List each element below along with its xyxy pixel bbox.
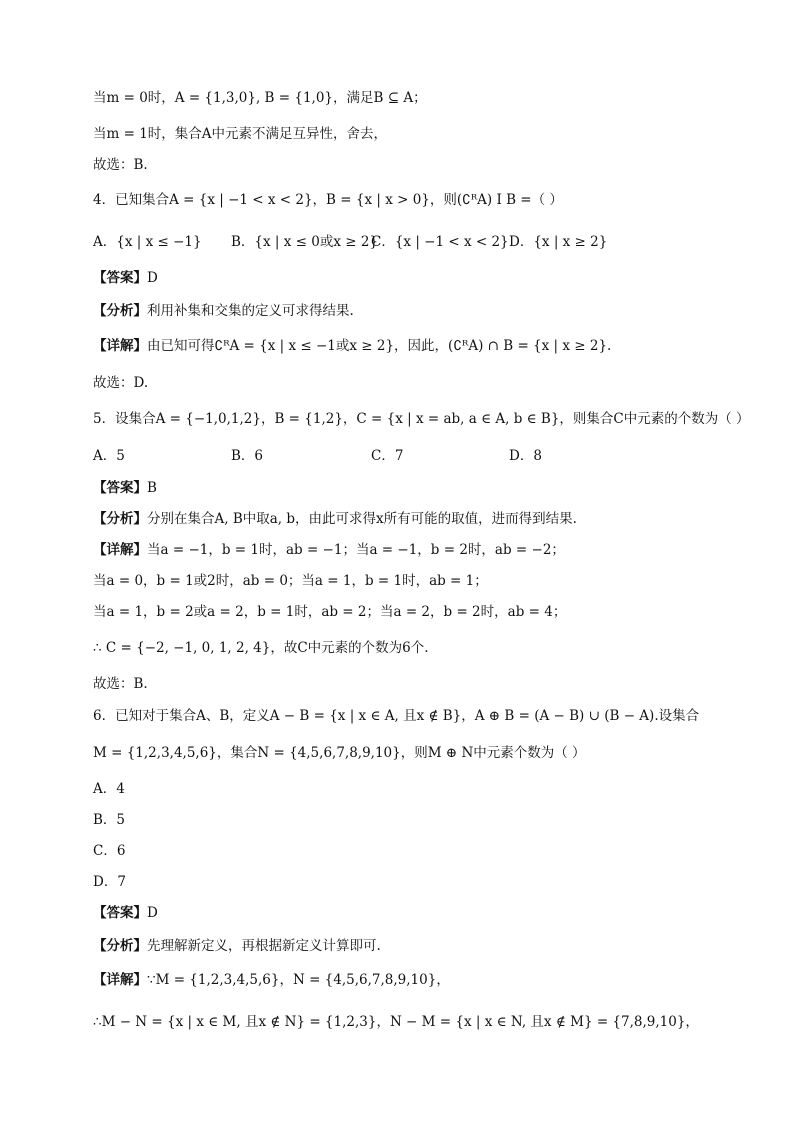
answer-line [93,903,158,923]
answer-tag: 【答案】 [93,480,147,496]
option-d: D．7 [93,874,126,890]
option-a: A．{x | x ≤ −1} [93,234,202,250]
options-row [0,232,794,252]
analysis-tag: 【分析】 [93,938,147,954]
detail-text: ∵M = {1,2,3,4,5,6}，N = {4,5,6,7,8,9,10}， [147,972,450,988]
option-d: D．{x | x ≥ 2} [509,234,608,250]
text-line: M = {1,2,3,4,5,6}，集合N = {4,5,6,7,8,9,10}，则M ⊕ N中元素个数为（ ） [93,745,586,761]
analysis-tag: 【分析】 [93,511,147,527]
question-6: 6．已知对于集合A、B，定义A − B = {x | x ∈ A, 且x ∉ B}，A ⊕ B = (A − B) ∪ (B − A).设集合 [93,708,700,724]
option-c: C．6 [93,843,126,859]
detail-tag: 【详解】 [93,542,147,558]
text-line: 当a = 1，b = 2或a = 2，b = 1时，ab = 2；当a = 2，b = 2时，ab = 4； [93,604,567,620]
answer-line [93,478,157,498]
text-line: 故选：D. [93,375,149,391]
answer-value: D [147,905,158,921]
answer-tag: 【答案】 [93,270,147,286]
option-b: B．5 [93,812,126,828]
question-4: 4．已知集合A = {x | −1 < x < 2}，B = {x | x > 0}，则(∁ᴿA) I B =（ ） [93,192,563,208]
analysis-line [93,509,577,529]
answer-tag: 【答案】 [93,905,147,921]
text-line: ∴M − N = {x | x ∈ M, 且x ∉ N} = {1,2,3}，N − M = {x | x ∈ N, 且x ∉ M} = {7,8,9,10}， [93,1014,699,1030]
text-line: ∴ C = {−2, −1, 0, 1, 2, 4}，故C中元素的个数为6个. [93,640,429,656]
answer-value: B [147,480,157,496]
option-b: B．6 [231,448,264,464]
detail-line [93,970,450,990]
detail-tag: 【详解】 [93,338,147,354]
option-d: D．8 [509,448,542,464]
option-c: C．{x | −1 < x < 2} [371,234,509,250]
question-5: 5．设集合A = {−1,0,1,2}，B = {1,2}，C = {x | x = ab, a ∈ A, b ∈ B}，则集合C中元素的个数为（ ） [93,411,750,427]
analysis-text: 分别在集合A, B中取a, b，由此可求得x所有可能的取值，进而得到结果. [147,511,577,527]
detail-text: 当a = −1，b = 1时，ab = −1；当a = −1，b = 2时，ab = −2； [147,542,565,558]
analysis-line [93,936,381,956]
option-a: A．4 [93,781,125,797]
answer-value: D [147,270,158,286]
text-line: 故选：B. [93,157,148,173]
option-a: A．5 [93,448,125,464]
text-line: 当m = 1时，集合A中元素不满足互异性，舍去， [93,126,388,142]
detail-line [93,540,565,560]
analysis-text: 利用补集和交集的定义可求得结果. [147,303,354,319]
options-row [0,446,794,466]
option-b: B．{x | x ≤ 0或x ≥ 2} [231,234,379,250]
analysis-text: 先理解新定义，再根据新定义计算即可. [147,938,381,954]
detail-line [93,336,611,356]
detail-tag: 【详解】 [93,972,147,988]
option-c: C．7 [371,448,404,464]
answer-line [93,268,158,288]
text-line: 当m = 0时，A = {1,3,0}, B = {1,0}，满足B ⊆ A； [93,90,427,106]
analysis-tag: 【分析】 [93,303,147,319]
text-line: 当a = 0，b = 1或2时，ab = 0；当a = 1，b = 1时，ab = 1； [93,573,488,589]
analysis-line [93,301,354,321]
text-line: 故选：B. [93,676,148,692]
detail-text: 由已知可得∁ᴿA = {x | x ≤ −1或x ≥ 2}，因此，(∁ᴿA) ∩ B = {x | x ≥ 2}. [147,338,612,354]
